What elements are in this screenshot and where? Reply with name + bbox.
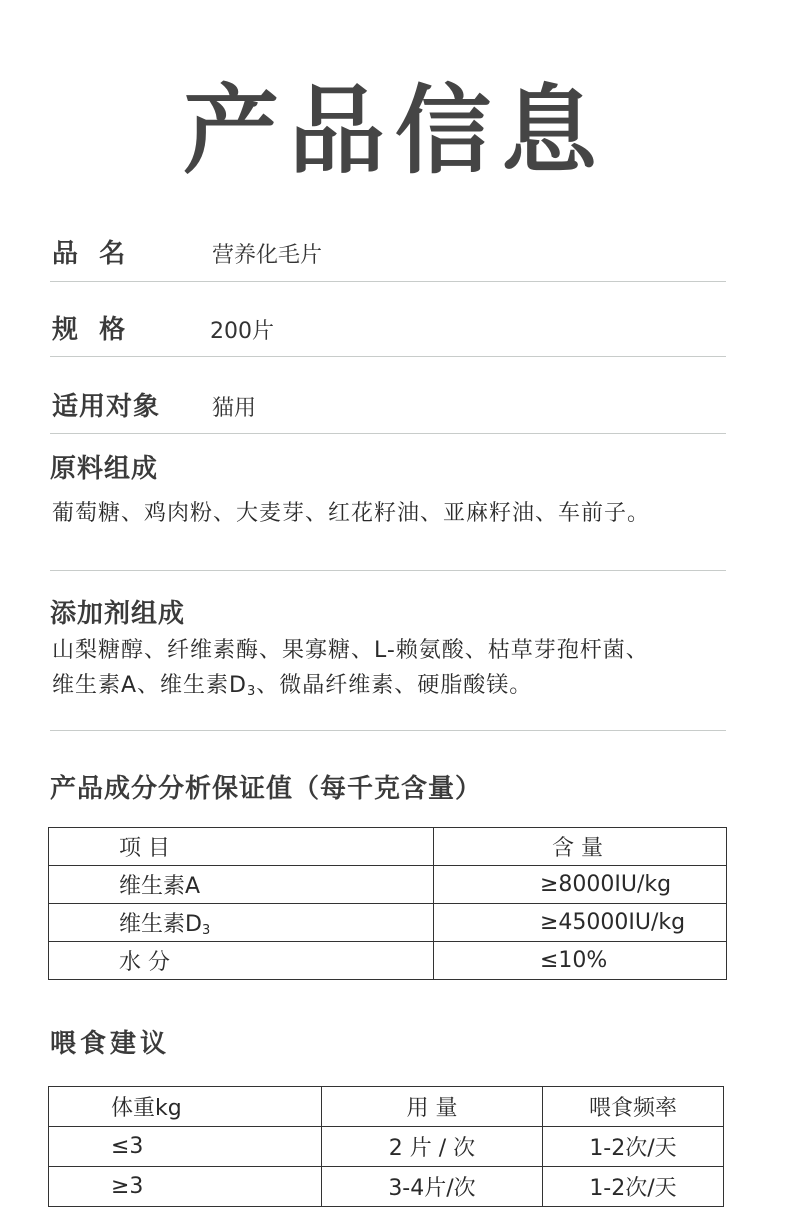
divider [50,356,726,357]
table-row [49,904,727,942]
table-header-cell: 项 目 [49,828,434,866]
analysis-heading: 产品成分分析保证值（每千克含量） [50,774,483,804]
table-row [49,1127,724,1167]
subscript: 3 [201,923,211,938]
divider [50,433,726,434]
table-header-cell: 喂食频率 [543,1087,724,1127]
table-header-cell: 用 量 [322,1087,543,1127]
divider [50,730,726,731]
item-text: 维生素D [119,912,202,937]
page-title: 产品信息 [183,75,607,187]
feeding-table [48,1086,724,1207]
target-value: 猫用 [212,396,257,421]
table-cell: 1-2次/天 [543,1167,724,1207]
table-header-cell: 体重kg [49,1087,322,1127]
additives-heading: 添加剂组成 [50,599,186,629]
spec-value: 200片 [210,319,274,344]
table-cell: 2 片 / 次 [322,1127,543,1167]
ingredients-heading: 原料组成 [50,454,159,484]
subscript: 3 [247,684,257,699]
table-cell: 3-4片/次 [322,1167,543,1207]
table-cell [49,866,434,904]
table-row [49,942,727,980]
table-cell: ≥45000IU/kg [434,904,727,942]
table-header-row [49,1087,724,1127]
table-cell: ≥3 [49,1167,322,1207]
table-cell: ≤3 [49,1127,322,1167]
additives-line-2-end: 、微晶纤维素、硬脂酸镁。 [256,673,533,698]
additives-line-2-start: 维生素A、维生素D [52,673,247,698]
table-row [49,866,727,904]
additives-line-2 [52,668,742,709]
item-text: 水 分 [119,950,170,975]
table-header-row [49,828,727,866]
feeding-heading: 喂食建议 [50,1029,171,1059]
item-text: 维生素A [119,874,201,899]
spec-label: 规 格 [52,315,127,345]
table-header-cell: 含 量 [434,828,727,866]
name-value: 营养化毛片 [212,243,323,268]
divider [50,570,726,571]
additives-text [52,633,742,709]
table-cell [49,904,434,942]
ingredients-text: 葡萄糖、鸡肉粉、大麦芽、红花籽油、亚麻籽油、车前子。 [52,501,651,526]
target-label: 适用对象 [52,392,161,422]
divider [50,281,726,282]
table-cell: 1-2次/天 [543,1127,724,1167]
table-cell: ≤10% [434,942,727,980]
analysis-table [48,827,727,980]
table-cell [49,942,434,980]
table-cell: ≥8000IU/kg [434,866,727,904]
name-label: 品 名 [52,239,127,269]
additives-line-1: 山梨糖醇、纤维素酶、果寡糖、L-赖氨酸、枯草芽孢杆菌、 [52,638,649,663]
table-row [49,1167,724,1207]
